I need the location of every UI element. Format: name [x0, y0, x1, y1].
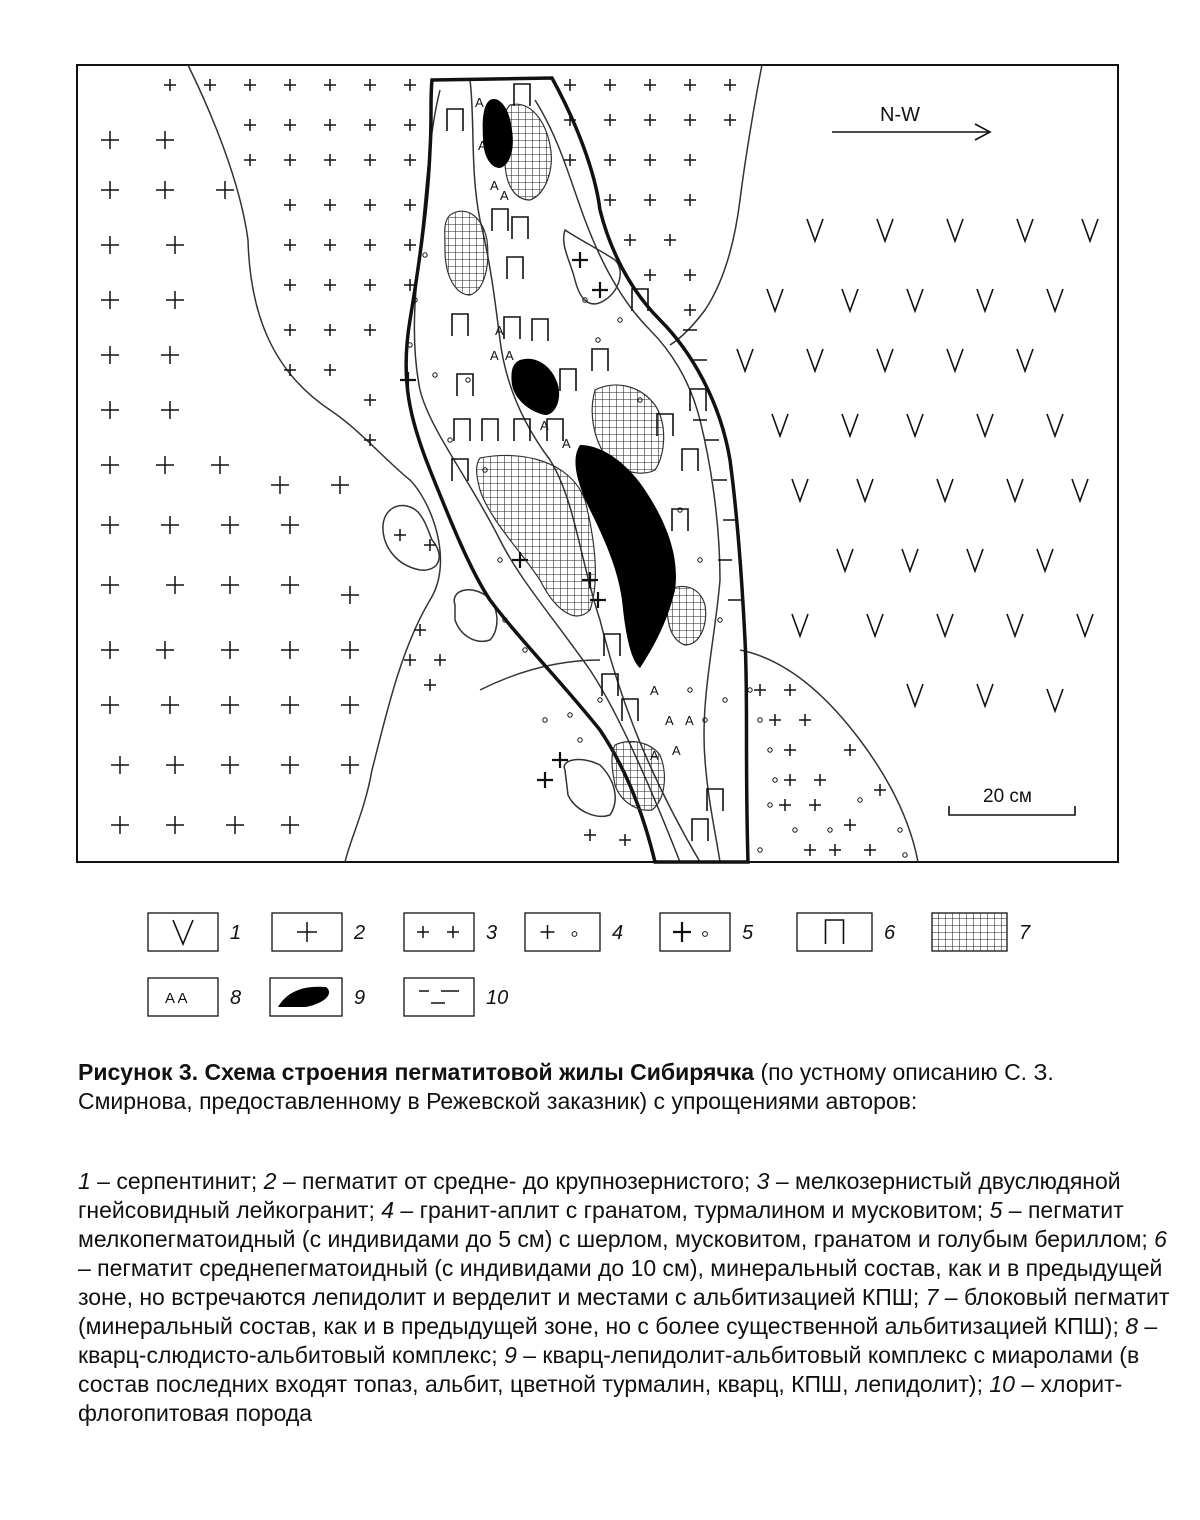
legend-desc-text: – гранит-аплит с гранатом, турмалином и мусковитом;: [394, 1197, 990, 1223]
legend-number: 6: [884, 922, 896, 944]
svg-text:A: A: [475, 95, 484, 110]
legend-desc-text: – кварц-слюдисто-альбитовый комплекс;: [78, 1313, 1158, 1368]
albite-a-icon: [650, 683, 659, 698]
legend-swatch: [404, 913, 474, 951]
albite-a-icon: [490, 178, 499, 193]
legend-item-9: [270, 978, 365, 1016]
svg-text:A: A: [650, 683, 659, 698]
legend-description: [78, 1167, 1178, 1428]
aa-icon: [165, 990, 188, 1007]
svg-text:A: A: [495, 323, 504, 338]
svg-text:A: A: [650, 748, 659, 763]
legend-item-3: [404, 913, 497, 951]
legend-item-5: [660, 913, 754, 951]
legend-desc-text: – кварц-лепидолит-альбитовый комплекс с миаролами (в состав последних входят топаз, альбит, цветной турмалин, кварц, КПШ, лепидолит);: [78, 1342, 1140, 1397]
legend-desc-number: 10: [989, 1371, 1015, 1397]
svg-text:A: A: [685, 713, 694, 728]
legend-desc-number: 6: [1154, 1226, 1167, 1252]
legend-desc-text: – мелкозернистый двуслюдяной гнейсовидный лейкогранит;: [78, 1168, 1121, 1223]
svg-text:A: A: [500, 188, 509, 203]
legend-number: 2: [354, 922, 366, 944]
legend-item-1: [148, 913, 241, 951]
svg-text:A: A: [490, 348, 499, 363]
legend-desc-text: – пегматит мелкопегматоидный (с индивидами до 5 см) с шерлом, мусковитом, гранатом и голубым бериллом;: [78, 1197, 1155, 1252]
albite-a-icon: [490, 348, 499, 363]
legend-swatch: [404, 978, 474, 1016]
direction-label: N-W: [880, 104, 920, 126]
albite-a-icon: [685, 713, 694, 728]
legend-item-2: [272, 913, 365, 951]
legend: [0, 890, 1200, 1030]
albite-a-icon: [495, 323, 504, 338]
legend-number: 10: [486, 987, 509, 1009]
svg-text:A A: A A: [165, 990, 188, 1007]
legend-number: 5: [742, 922, 754, 944]
legend-desc-text: – хлорит-флогопитовая порода: [78, 1371, 1123, 1426]
svg-text:A: A: [490, 178, 499, 193]
scale-label: 20 см: [983, 786, 1032, 807]
legend-number: 1: [230, 922, 242, 944]
albite-a-icon: [478, 138, 487, 153]
caption-title: Рисунок 3. Схема строения пегматитовой жилы Сибирячка: [78, 1059, 755, 1085]
legend-swatch: [525, 913, 600, 951]
legend-desc-text: – пегматит от средне- до крупнозернистого;: [276, 1168, 757, 1194]
legend-item-7: [932, 913, 1031, 951]
legend-desc-number: 2: [263, 1168, 277, 1194]
legend-number: 3: [486, 922, 498, 944]
albite-a-icon: [505, 348, 514, 363]
legend-desc-number: 1: [78, 1168, 91, 1194]
legend-desc-number: 4: [381, 1197, 395, 1223]
legend-desc-number: 5: [989, 1197, 1003, 1223]
legend-item-10: [404, 978, 508, 1016]
legend-item-4: [525, 913, 623, 951]
legend-desc-text: – пегматит среднепегматоидный (с индивидами до 10 см), минеральный состав, как и в предыдущей зоне, но встречаются лепидолит и верделит и местами с альбитизацией КПШ;: [78, 1255, 1163, 1310]
albite-a-icon: [562, 436, 571, 451]
figure-caption: [78, 1058, 1158, 1116]
legend-item-6: [797, 913, 896, 951]
albite-a-icon: [540, 418, 549, 433]
svg-text:A: A: [672, 743, 681, 758]
svg-text:A: A: [505, 348, 514, 363]
legend-desc-text: – блоковый пегматит (минеральный состав, как и в предыдущей зоне, но с более существенной альбитизацией КПШ);: [78, 1284, 1170, 1339]
legend-swatch: [797, 913, 872, 951]
grid-icon: [932, 913, 1007, 951]
legend-desc-number: 7: [925, 1284, 939, 1310]
svg-text:A: A: [562, 436, 571, 451]
svg-text:A: A: [665, 713, 674, 728]
albite-a-icon: [475, 95, 484, 110]
legend-desc-text: – серпентинит;: [90, 1168, 264, 1194]
albite-a-icon: [500, 188, 509, 203]
legend-desc-number: 3: [756, 1168, 770, 1194]
legend-number: 9: [354, 987, 366, 1009]
legend-item-8: [148, 978, 241, 1016]
albite-a-icon: [672, 743, 681, 758]
albite-a-icon: [665, 713, 674, 728]
legend-number: 8: [230, 987, 242, 1009]
svg-text:A: A: [540, 418, 549, 433]
legend-desc-number: 8: [1125, 1313, 1139, 1339]
legend-swatch: [660, 913, 730, 951]
albite-a-icon: [650, 748, 659, 763]
legend-number: 4: [612, 922, 624, 944]
legend-number: 7: [1019, 922, 1031, 944]
caption-rest: (по устному описанию С. З. Смирнова, предоставленному в Режевской заказник) с упрощениями авторов:: [78, 1059, 1054, 1114]
svg-text:A: A: [478, 138, 487, 153]
legend-desc-number: 9: [504, 1342, 517, 1368]
